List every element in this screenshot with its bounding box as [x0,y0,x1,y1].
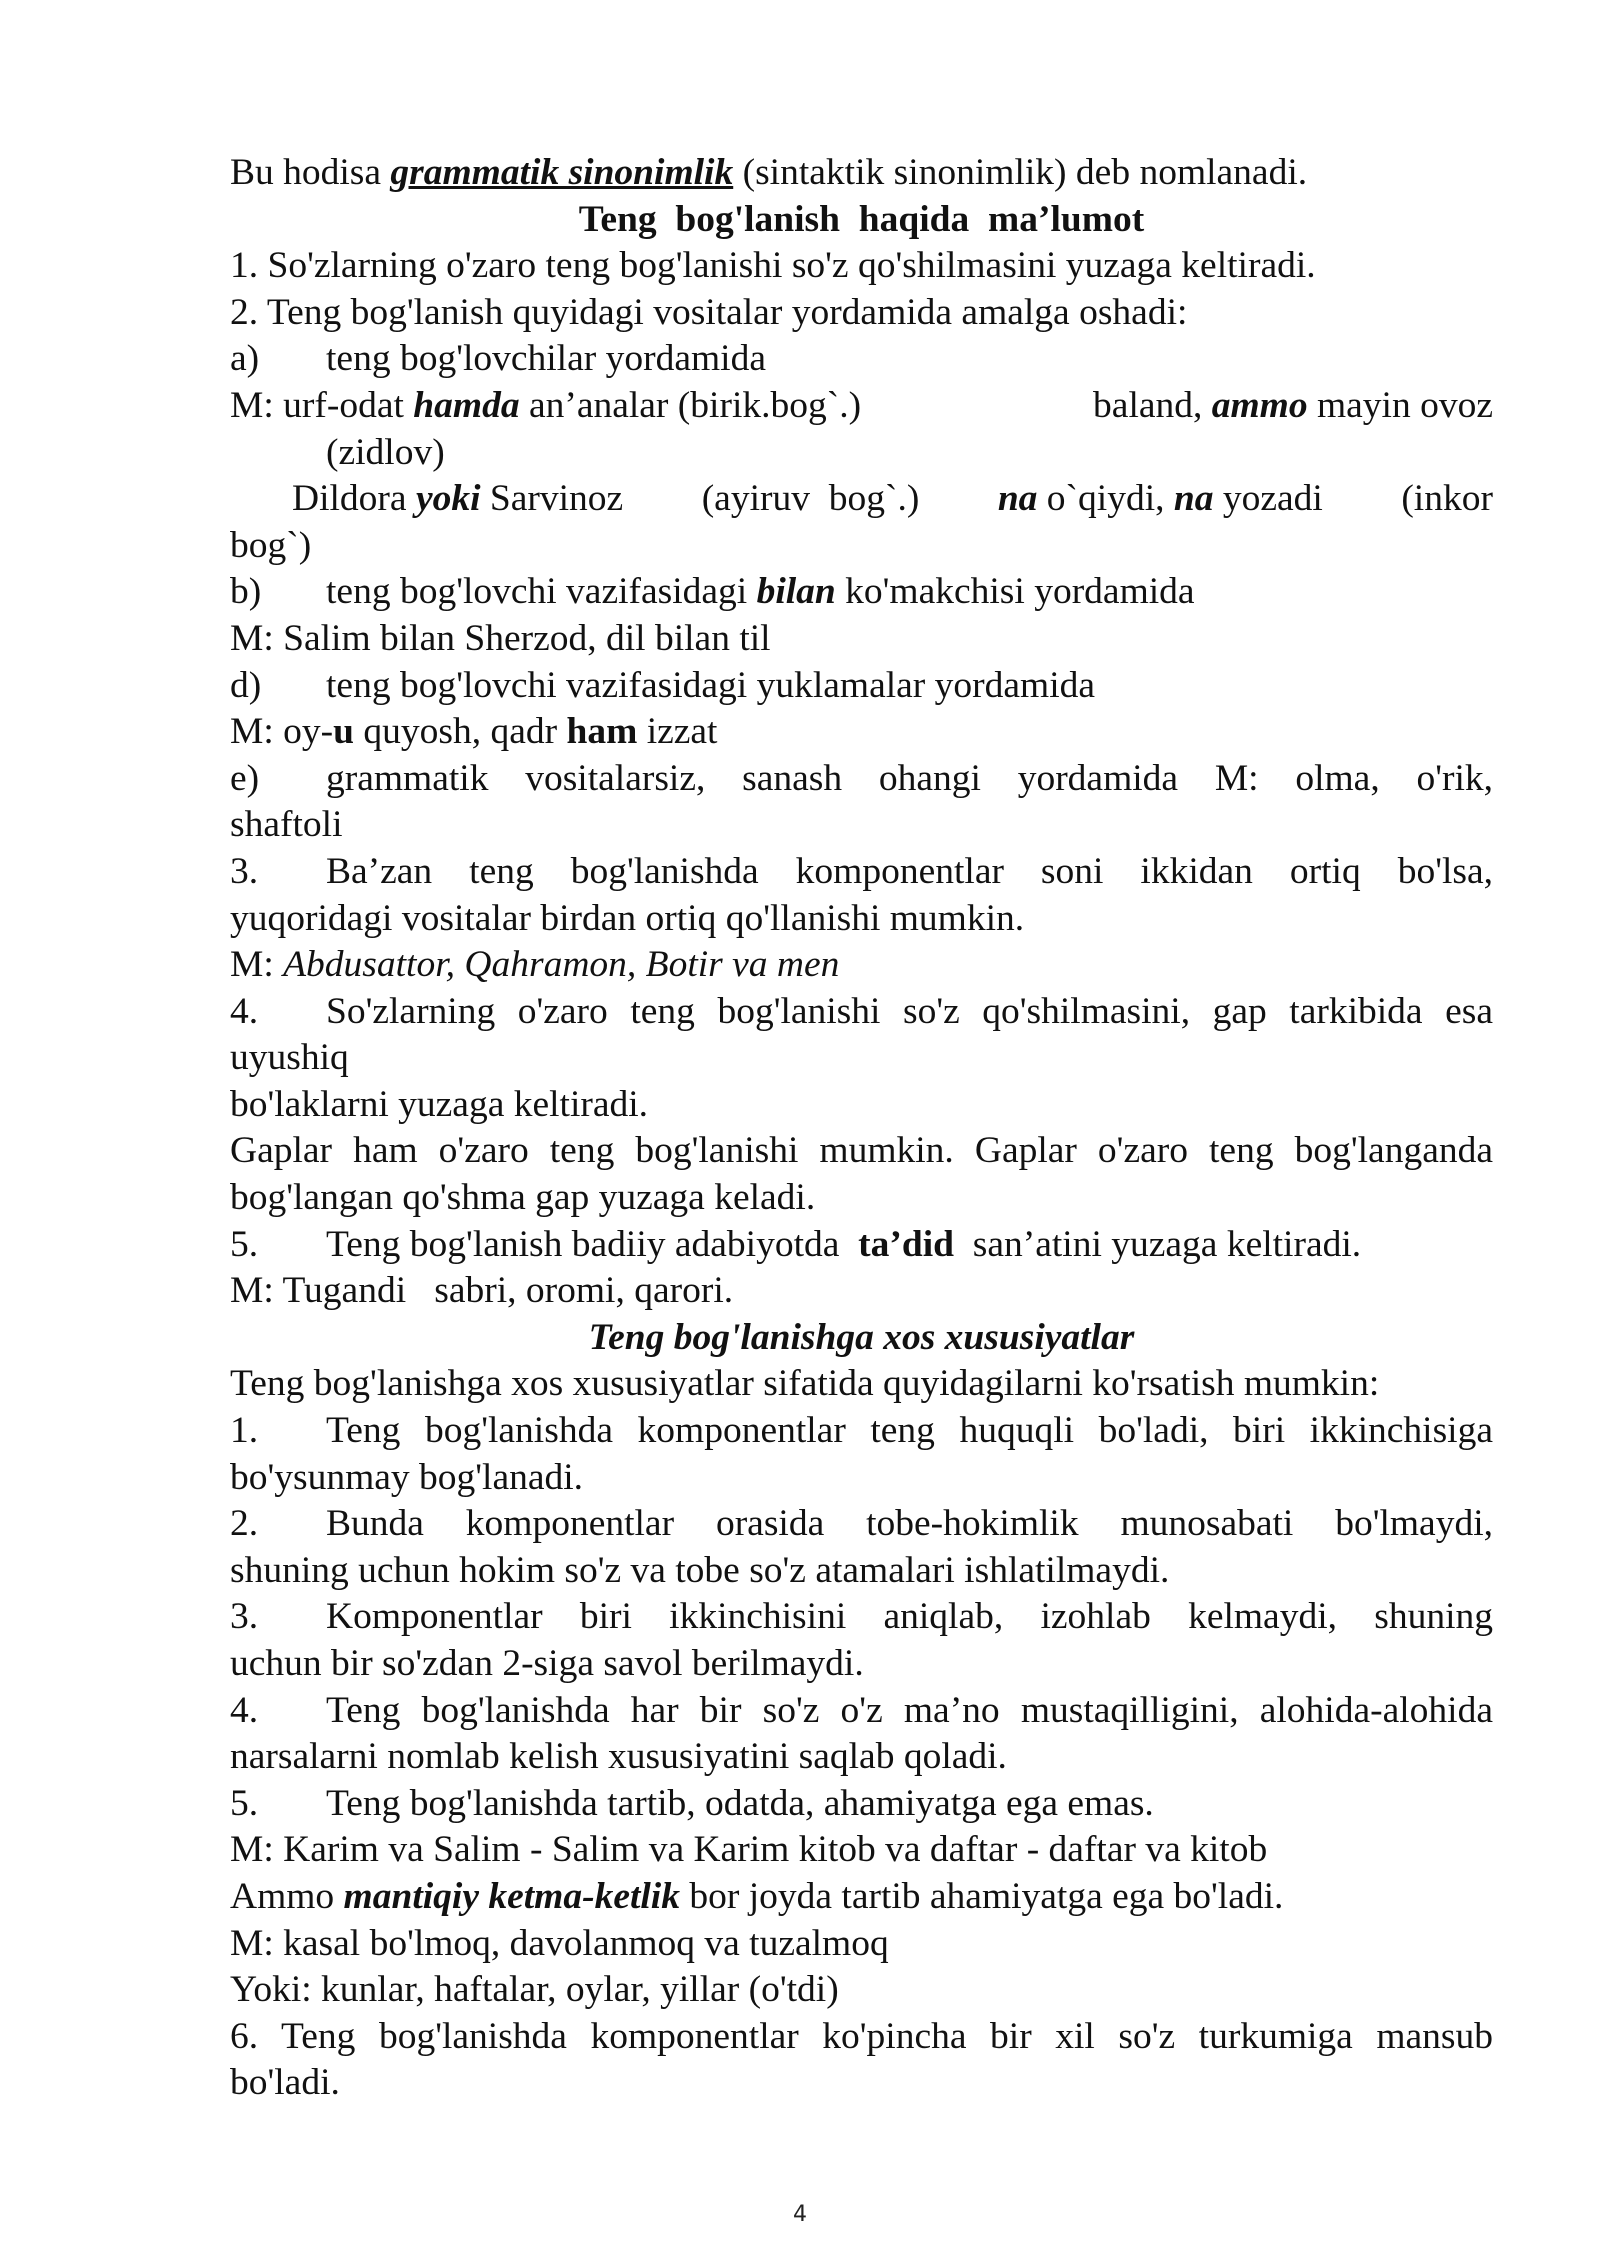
feature-4-marker: 4. [230,1689,259,1731]
ammo-line [230,1874,1493,1921]
example-2-na1: na [997,478,1038,520]
example-2-part3 [998,476,1323,523]
example-2-t5: yozadi [1213,478,1323,520]
para-4-line4: bog'langan qo'shma gap yuzaga keladi. [230,1177,816,1219]
para-5-example: M: Tugandi sabri, oromi, qarori. [230,1270,734,1312]
para-5-marker: 5. [230,1223,259,1265]
example-1-t2: baland, [1093,384,1212,426]
example-1-cont: (zidlov) [326,431,445,473]
ammo-example: M: kasal bo'lmoq, davolanmoq va tuzalmoq [230,1922,889,1964]
item-d-example [230,709,1493,756]
page-number: 4 [793,2202,807,2227]
para-4-text: So'zlarning o'zaro teng bog'lanishi so'z qo'shilmasini, gap tarkibida esa [326,990,1493,1032]
feature-3-marker: 3. [230,1596,259,1638]
intro-line [230,150,1493,197]
para-3-example-names: Abdusattor, Qahramon, Botir va men [283,944,840,986]
para-5-pre: Teng bog'lanish badiiy adabiyotda [326,1223,859,1265]
section1-title: Teng bog'lanish haqida ma’lumot [578,198,1145,240]
item-d-ex-ham: ham [566,711,638,753]
feature-5 [230,1781,1493,1828]
item-d-ex-t1: M: oy- [230,711,334,753]
feature-3 [230,1594,1493,1641]
para-3 [230,849,1493,896]
intro-post: (sintaktik sinonimlik) deb nomlanadi. [733,152,1308,193]
example-2-t4: o`qiydi, [1037,478,1174,520]
intro-term: grammatik sinonimlik [390,152,734,193]
ammo-pre: Ammo [230,1875,344,1917]
feature-1-text: Teng bog'lanishda komponentlar teng huquqli bo'ladi, biri ikkinchisiga [326,1410,1493,1452]
example-2-t1: Dildora [292,478,416,520]
para-3-example [230,942,1493,989]
feature-2 [230,1501,1493,1548]
feature-4-cont: narsalarni nomlab kelish xususiyatini saqlab qoladi. [230,1736,1007,1778]
item-b-marker: b) [230,571,262,613]
item-a-text: teng bog'lovchilar yordamida [326,338,766,380]
example-1-hamda: hamda [413,384,520,426]
feature-5-text: Teng bog'lanishda tartib, odatda, ahamiyatga ega emas. [326,1782,1154,1824]
example-1-right [1093,383,1493,430]
para-4-cont1: uyushiq [230,1037,349,1079]
section1-p1: 1. So'zlarning o'zaro teng bog'lanishi so'z qo'shilmasini yuzaga keltiradi. [230,245,1316,287]
example-2-na2: na [1173,478,1214,520]
para-3-cont: yuqoridagi vositalar birdan ortiq qo'llanishi mumkin. [230,897,1025,939]
feature-5-marker: 5. [230,1782,259,1824]
item-b-bilan: bilan [756,571,836,613]
item-e-marker: e) [230,757,260,799]
intro-pre: Bu hodisa [230,152,391,193]
feature-4 [230,1688,1493,1735]
para-5-taddid: ta’did [858,1223,955,1265]
ammo-term: mantiqiy ketma-ketlik [343,1875,680,1917]
item-d-ex-t2: quyosh, qadr [353,711,567,753]
example-1-m: M: urf-odat [230,384,414,426]
feature-2-marker: 2. [230,1503,259,1545]
item-b [230,569,1493,616]
item-d-ex-u: u [333,711,354,753]
example-2-t6: (inkor [1401,478,1493,520]
section2-title: Teng bog'lanishga xos xususiyatlar [588,1316,1135,1358]
item-a [230,336,1493,383]
item-e [230,756,1493,803]
example-1 [230,383,1493,430]
item-d-marker: d) [230,664,262,706]
yoki-example: Yoki: kunlar, haftalar, oylar, yillar (o'tdi) [230,1969,839,2011]
item-b-pre: teng bog'lovchi vazifasidagi [326,571,757,613]
para-4-line3: Gaplar ham o'zaro teng bog'lanishi mumkin. Gaplar o'zaro teng bog'langanda [230,1130,1493,1172]
feature-2-text: Bunda komponentlar orasida tobe-hokimlik munosabati bo'lmaydi, [326,1503,1493,1545]
ammo-post: bor joyda tartib ahamiyatga ega bo'ladi. [679,1875,1284,1917]
example-2-t2: Sarvinoz [480,478,624,520]
example-1-t3: mayin ovoz [1307,384,1493,426]
item-b-post: ko'makchisi yordamida [835,571,1195,613]
item-d-ex-t3: izzat [637,711,718,753]
feature-3-cont: uchun bir so'zdan 2-siga savol berilmaydi. [230,1643,864,1684]
para-3-text: Ba’zan teng bog'lanishda komponentlar soni ikkidan ortiq bo'lsa, [326,850,1493,892]
feature-1 [230,1408,1493,1455]
example-1-t1: an’analar (birik.bog`.) [519,384,862,426]
para-4 [230,989,1493,1036]
item-d [230,663,1493,710]
feature-4-text: Teng bog'lanishda har bir so'z o'z ma’no mustaqilligini, alohida-alohida [326,1689,1493,1731]
para-3-example-m: M: [230,944,284,986]
item-e-cont: shaftoli [230,804,343,846]
example-1-ammo: ammo [1211,384,1308,426]
para-5 [230,1222,1493,1269]
item-a-marker: a) [230,338,260,380]
document-page [230,150,1493,2107]
item-e-text: grammatik vositalarsiz, sanash ohangi yordamida M: olma, o'rik, [326,757,1493,799]
feature-6: 6. Teng bog'lanishda komponentlar ko'pincha bir xil so'z turkumiga mansub [230,2015,1493,2057]
section2-intro: Teng bog'lanishga xos xususiyatlar sifatida quyidagilarni ko'rsatish mumkin: [230,1363,1380,1405]
example-1-left [230,383,861,430]
example-2-t3: (ayiruv bog`.) [701,478,920,520]
feature-6-cont: bo'ladi. [230,2062,340,2104]
feature-5-example: M: Karim va Salim - Salim va Karim kitob va daftar - daftar va kitob [230,1829,1268,1871]
item-b-example: M: Salim bilan Sherzod, dil bilan til [230,617,771,659]
example-2-yoki: yoki [415,478,481,520]
para-4-marker: 4. [230,990,259,1032]
item-d-text: teng bog'lovchi vazifasidagi yuklamalar yordamida [326,664,1096,706]
para-3-marker: 3. [230,850,259,892]
example-2 [230,476,1493,523]
para-4-cont2: bo'laklarni yuzaga keltiradi. [230,1083,649,1125]
feature-1-cont: bo'ysunmay bog'lanadi. [230,1456,584,1498]
feature-1-marker: 1. [230,1410,259,1452]
example-2-part1 [292,476,623,523]
para-5-post: san’atini yuzaga keltiradi. [954,1223,1362,1265]
feature-3-text: Komponentlar biri ikkinchisini aniqlab, izohlab kelmaydi, shuning [326,1596,1493,1638]
feature-2-cont: shuning uchun hokim so'z va tobe so'z atamalari ishlatilmaydi. [230,1549,1170,1591]
section1-p2: 2. Teng bog'lanish quyidagi vositalar yordamida amalga oshadi: [230,291,1188,333]
example-2-cont: bog`) [230,524,312,566]
